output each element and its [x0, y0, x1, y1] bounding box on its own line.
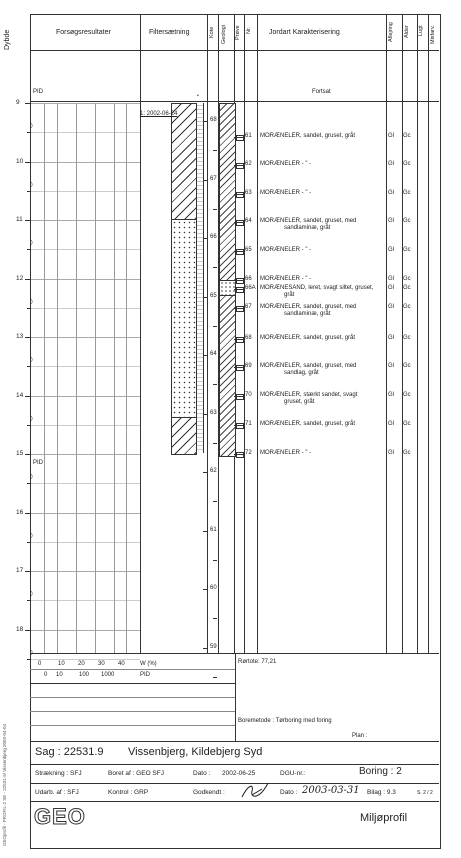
- kote-tick: [203, 180, 207, 181]
- filter-casing-lower: [171, 417, 197, 455]
- tests-grid-vline: [44, 103, 45, 653]
- pid-marker: ): [31, 474, 33, 480]
- sample-description-cont: sandlag, gråt: [284, 370, 319, 376]
- kote-tick-minor: [213, 443, 217, 444]
- pid-label-top: PID: [33, 89, 44, 95]
- jordart-header: Jordart Karakterisering: [269, 29, 340, 36]
- sample-alder: Gc: [403, 450, 411, 456]
- scale-line-2: [30, 683, 235, 684]
- tests-grid-line: [31, 513, 140, 514]
- page-label: S. 2 / 2: [417, 790, 433, 796]
- depth-tick-label: 13: [16, 333, 24, 340]
- tests-grid-vline: [114, 103, 115, 653]
- depth-tick-label: 16: [16, 508, 24, 516]
- sample-marker: [236, 220, 244, 226]
- kote-tick: [203, 355, 207, 356]
- kote-tick: [203, 414, 207, 415]
- kote-tick: [203, 648, 207, 649]
- kontrol-label: Kontrol : GRP: [108, 789, 149, 796]
- sample-description-cont: sandlaminæ, gråt: [284, 225, 331, 231]
- pid-marker: ): [31, 298, 33, 305]
- geologi-header: Geologi: [221, 25, 227, 44]
- sample-aflejring: Gl: [388, 161, 394, 167]
- tests-grid-vline: [76, 103, 77, 653]
- sample-aflejring: Gl: [388, 392, 394, 398]
- depth-tick-label: 18: [16, 625, 24, 633]
- sample-tick: [234, 222, 244, 223]
- sample-nr: 66A: [245, 285, 256, 291]
- sample-description: MORÆNELER - " -: [260, 161, 312, 167]
- w-scale-value: 10: [58, 661, 65, 667]
- sample-description-cont: sandlaminæ, gråt: [284, 311, 331, 317]
- sample-tick: [234, 396, 244, 397]
- filter-marker-dot: •: [197, 93, 199, 99]
- depth-tick-label: 12: [16, 274, 24, 282]
- divider-tests-filter: [140, 14, 141, 653]
- dato-label: Dato :: [193, 770, 211, 777]
- sample-description-cont: gråt: [284, 292, 295, 298]
- pid-scale-value: 1000: [101, 672, 115, 678]
- sample-marker: [236, 306, 244, 312]
- tests-grid-line: [31, 103, 140, 104]
- sample-description: MORÆNELER - " -: [260, 450, 312, 456]
- pid-marker: ): [31, 181, 33, 188]
- sample-description: MORÆNELER, sandet, gruset, med: [260, 304, 357, 310]
- tests-grid-line: [31, 659, 140, 660]
- w-label: W (%): [140, 661, 157, 667]
- kote-tick-minor: [213, 150, 217, 151]
- pid-scale-label: PID: [140, 672, 151, 678]
- sample-nr: 72: [245, 450, 252, 456]
- udarb-label: Udarb. af : SFJ: [35, 789, 79, 796]
- tests-grid-vline: [126, 103, 127, 653]
- sample-alder: Gc: [403, 304, 411, 310]
- w-scale-value: 0: [38, 661, 42, 667]
- pid-marker: ): [31, 649, 33, 656]
- sample-aflejring: Gl: [388, 276, 394, 282]
- sample-description: MORÆNELER, stærkt sandet, svagt: [260, 392, 358, 398]
- divider-prove-nr: [244, 14, 245, 653]
- kote-tick: [203, 472, 207, 473]
- depth-tick-label: 11: [16, 216, 23, 223]
- sample-marker: [236, 337, 244, 343]
- tests-grid-vline: [57, 103, 58, 653]
- scale-line-4: [30, 711, 235, 712]
- w-scale-value: 40: [118, 661, 125, 667]
- sample-aflejring: Gl: [388, 304, 394, 310]
- sample-nr: 68: [245, 335, 252, 341]
- pid-marker: ): [31, 532, 33, 539]
- tests-grid-vline: [95, 103, 96, 653]
- w-scale-value: 20: [78, 661, 85, 667]
- sample-marker: [236, 249, 244, 255]
- prove-header: Prøve: [235, 25, 241, 40]
- sample-tick: [234, 367, 244, 368]
- boremetode-label: Boremetode : Tørboring med foring: [238, 718, 332, 724]
- sample-aflejring: Gl: [388, 133, 394, 139]
- sample-marker: [236, 423, 244, 429]
- plan-label: Plan :: [352, 733, 368, 739]
- kote-tick-label: 67: [210, 175, 217, 182]
- lugt-header: Lugt: [418, 25, 424, 36]
- sample-nr: 69: [245, 363, 252, 369]
- divider-nr-jordart: [257, 14, 258, 653]
- filter-pipe: [196, 103, 204, 453]
- tests-grid-line: [31, 630, 140, 631]
- sample-alder: Gc: [403, 218, 411, 224]
- kote-tick-label: 66: [210, 234, 217, 240]
- footer-line-2: [30, 764, 439, 765]
- dato-value: 2002-06-25: [222, 770, 256, 777]
- scale-line-5: [30, 725, 235, 726]
- boret-af-label: Boret af : GEO SFJ: [108, 770, 164, 777]
- w-scale-value: 30: [98, 661, 105, 667]
- tests-grid-line: [31, 600, 140, 601]
- footer-top-line: [30, 741, 439, 742]
- filter-casing-upper: [171, 103, 197, 221]
- sample-alder: Gc: [403, 392, 411, 398]
- pid-marker: ): [31, 357, 33, 363]
- sample-nr: 65: [245, 247, 252, 253]
- sample-tick: [234, 454, 244, 455]
- signature-mark: [238, 779, 274, 801]
- kote-tick-label: 68: [210, 117, 217, 123]
- tests-grid-line: [31, 571, 140, 572]
- depth-tick-label: 9: [16, 99, 20, 106]
- filter-date-label: 1: 2002-06-24: [140, 111, 178, 117]
- bilag-label: Bilag : 9.3: [367, 789, 396, 796]
- kote-tick-label: 59: [210, 643, 217, 650]
- aflejring-header: Aflejring: [388, 22, 394, 42]
- sample-aflejring: Gl: [388, 218, 394, 224]
- kote-tick-minor: [213, 384, 217, 385]
- tests-grid-line: [31, 191, 140, 192]
- straekning-label: Strækning : SFJ: [35, 770, 82, 777]
- divider-afl-alder: [402, 14, 403, 653]
- boring-label: Boring : 2: [359, 766, 402, 777]
- sample-aflejring: Gl: [388, 247, 394, 253]
- sample-alder: Gc: [403, 190, 411, 196]
- sample-marker: [236, 287, 244, 293]
- divider-alder-lugt: [417, 14, 418, 653]
- scale-line-1: [30, 669, 235, 670]
- divider-lugt-misfarv: [428, 14, 429, 653]
- kote-tick-minor: [213, 560, 217, 561]
- sample-marker: [236, 452, 244, 458]
- kote-tick-label: 65: [210, 292, 217, 299]
- depth-tick-label: 10: [16, 157, 24, 165]
- kote-tick-label: 63: [210, 409, 217, 416]
- tests-grid-line: [31, 366, 140, 367]
- pid-label-bottom: PID: [33, 460, 44, 466]
- sample-aflejring: Gl: [388, 285, 394, 291]
- divider-filter-kote: [207, 14, 208, 653]
- sample-alder: Gc: [403, 247, 411, 253]
- geo-logo: GEO: [34, 804, 86, 829]
- sample-nr: 63: [245, 190, 252, 196]
- tests-grid-line: [31, 396, 140, 397]
- sample-tick: [234, 339, 244, 340]
- sample-description: MORÆNELER, sandet, gruset, gråt: [260, 133, 356, 139]
- sample-alder: Gc: [403, 133, 411, 139]
- kote-tick: [203, 121, 207, 122]
- pid-marker: ): [31, 591, 33, 597]
- sample-tick: [234, 194, 244, 195]
- sample-nr: 67: [245, 304, 252, 310]
- sample-nr: 61: [245, 133, 252, 139]
- sample-marker: [236, 365, 244, 371]
- sample-aflejring: Gl: [388, 190, 394, 196]
- kote-tick-minor: [213, 326, 217, 327]
- tests-grid-line: [31, 308, 140, 309]
- header-bottom-line: [30, 50, 439, 51]
- sample-tick: [234, 289, 244, 290]
- tests-grid-line: [31, 425, 140, 426]
- fortsat-label: Fortsat: [312, 89, 331, 95]
- alder-header: Alder: [404, 25, 410, 38]
- depth-tick-label: 14: [16, 391, 24, 399]
- side-metadata-text: GEOprofil - PROFIL-2 SE - 22531-9/ Vissenbjerg 2003-04-04: [2, 724, 7, 846]
- sample-description: MORÆNESAND, leret, svagt siltet, gruset,: [260, 285, 374, 291]
- tests-grid-line: [31, 483, 140, 484]
- sample-aflejring: Gl: [388, 450, 394, 456]
- kote-tick: [203, 238, 207, 239]
- depth-tick-label: 17: [16, 567, 24, 574]
- sample-alder: Gc: [403, 161, 411, 167]
- kote-tick-minor: [213, 209, 217, 210]
- tests-grid-line: [31, 162, 140, 163]
- sample-nr: 70: [245, 392, 252, 398]
- dgu-label: DGU-nr.:: [280, 770, 306, 777]
- sample-description: MORÆNELER, sandet, gruset, med: [260, 218, 357, 224]
- divider-jordart-afl: [386, 14, 387, 653]
- footer-line-3: [30, 783, 439, 784]
- sample-nr: 64: [245, 218, 252, 224]
- filter-header: Filtersætning: [149, 29, 190, 36]
- sample-alder: Gc: [403, 363, 411, 369]
- dato2-label: Dato :: [280, 789, 298, 796]
- pid-marker: ): [31, 240, 33, 246]
- sample-marker: [236, 192, 244, 198]
- footer-line-4: [30, 801, 439, 802]
- sample-nr: 71: [245, 421, 252, 427]
- tests-grid-line: [31, 132, 140, 133]
- sample-marker: [236, 163, 244, 169]
- pid-scale-value: 100: [79, 672, 90, 678]
- tests-grid-line: [31, 337, 140, 338]
- kote-tick-minor: [213, 677, 217, 678]
- depth-header: Dybde: [4, 29, 11, 50]
- sample-description-cont: gruset, gråt: [284, 399, 315, 405]
- tests-grid-line: [31, 454, 140, 455]
- sample-tick: [234, 308, 244, 309]
- sample-description: MORÆNELER - " -: [260, 276, 312, 282]
- sample-description: MORÆNELER - " -: [260, 190, 312, 196]
- depth-tick-label: 15: [16, 450, 24, 457]
- sample-tick: [234, 280, 244, 281]
- filter-sand-pack: [171, 219, 197, 419]
- kote-tick-minor: [213, 618, 217, 619]
- rentote-label: Rørtote: 77,21: [238, 659, 277, 665]
- sample-alder: Gc: [403, 421, 411, 427]
- kote-tick: [203, 297, 207, 298]
- sample-alder: Gc: [403, 335, 411, 341]
- sample-nr: 62: [245, 161, 252, 167]
- nr-header: Nr.: [246, 26, 252, 34]
- tests-grid-line: [31, 279, 140, 280]
- kote-tick: [203, 589, 207, 590]
- sag-label: Sag : 22531.9: [35, 746, 104, 758]
- kote-header: Kote: [209, 26, 215, 38]
- pid-scale-value: 10: [56, 672, 63, 678]
- sample-aflejring: Gl: [388, 363, 394, 369]
- sample-description: MORÆNELER, sandet, gruset, gråt: [260, 421, 356, 427]
- godkendt-label: Godkendt :: [193, 789, 225, 796]
- kote-tick: [203, 531, 207, 532]
- dato2-value: 2003-03-31: [302, 785, 360, 796]
- sample-marker: [236, 278, 244, 284]
- location-label: Vissenbjerg, Kildebjerg Syd: [128, 746, 263, 758]
- pid-marker: ): [31, 123, 33, 129]
- sample-aflejring: Gl: [388, 335, 394, 341]
- scale-divider: [235, 653, 236, 741]
- sample-marker: [236, 394, 244, 400]
- scale-line-3: [30, 697, 235, 698]
- kote-tick-label: 61: [210, 526, 217, 533]
- sample-alder: Gc: [403, 276, 411, 282]
- sample-alder: Gc: [403, 285, 411, 291]
- geology-sand-layer: [219, 280, 236, 296]
- sample-description: MORÆNELER - " -: [260, 247, 312, 253]
- sample-nr: 66: [245, 276, 252, 282]
- tests-header: Forsøgsresultater: [56, 29, 111, 36]
- sample-tick: [234, 425, 244, 426]
- sample-description: MORÆNELER, sandet, gruset, med: [260, 363, 357, 369]
- sample-aflejring: Gl: [388, 421, 394, 427]
- kote-tick-minor: [213, 267, 217, 268]
- tests-grid-line: [31, 542, 140, 543]
- sample-tick: [234, 137, 244, 138]
- kote-tick-label: 64: [210, 351, 217, 357]
- profile-title: Miljøprofil: [360, 812, 408, 824]
- tests-grid-line: [31, 249, 140, 250]
- sample-marker: [236, 135, 244, 141]
- tests-grid-line: [31, 220, 140, 221]
- kote-tick-minor: [213, 501, 217, 502]
- kote-tick-label: 62: [210, 468, 217, 474]
- fortsat-line: [30, 101, 439, 102]
- sample-tick: [234, 165, 244, 166]
- pid-marker: ): [31, 415, 33, 422]
- misfarv-header: Misfarv.: [430, 25, 436, 44]
- pid-scale-value: 0: [44, 672, 48, 678]
- sample-tick: [234, 251, 244, 252]
- kote-tick-label: 60: [210, 585, 217, 591]
- sample-description: MORÆNELER, sandet, gruset, gråt: [260, 335, 356, 341]
